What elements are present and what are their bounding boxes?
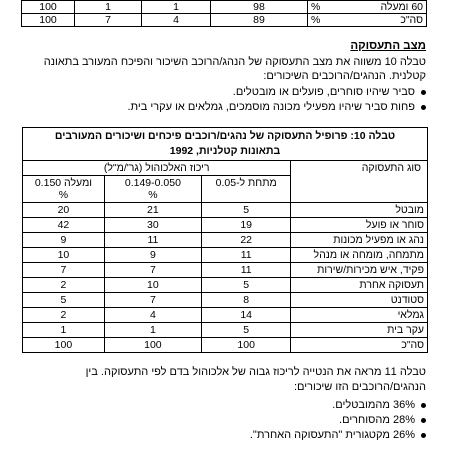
mid-bac-cell: 7 (104, 263, 201, 278)
low-bac-cell: 5 (201, 278, 291, 293)
cell-value: 7 (75, 14, 142, 27)
row-label (308, 1, 427, 14)
bullet-text: 36% מהמובטלים. (332, 399, 415, 411)
cell-value: 1 (142, 1, 211, 14)
low-bac-cell: 19 (201, 218, 291, 233)
occupation-cell: מתמחה, מומחה או מנהל (291, 248, 428, 263)
table-caption-line: טבלה 10: פרופיל התעסוקה של נהגים/רוכבים פיכחים ושיכורים המעורבים (54, 130, 396, 142)
mid-bac-cell: 30 (104, 218, 201, 233)
intro-paragraph: טבלה 10 משווה את מצב התעסוקה של הנהג/הרוכב השיכור והפיכח המעורב בתאונה קטלנית. הנהגים/הרוכבים השיכורים: (43, 56, 426, 82)
occupation-cell: גמלאי (291, 308, 428, 323)
mid-bac-cell: 1 (104, 323, 201, 338)
percent-sign: % (311, 14, 321, 26)
low-bac-cell: 5 (201, 323, 291, 338)
cell-value: 4 (142, 14, 211, 27)
table-row (23, 323, 428, 338)
high-bac-cell: 7 (23, 263, 105, 278)
row-label-text: סה"כ (400, 14, 423, 26)
mid-bac-cell: 100 (104, 338, 201, 353)
bullet-text: 28% מהסוחרים. (339, 414, 415, 426)
high-bac-cell: 1 (23, 323, 105, 338)
header-label: מתחת ל-0.05 (215, 177, 277, 189)
table-row (23, 263, 428, 278)
mid-bac-cell: 10 (104, 278, 201, 293)
mid-bac-cell: 21 (104, 203, 201, 218)
table-row (23, 248, 428, 263)
bullet-icon (421, 90, 426, 95)
table-row (22, 14, 427, 27)
table-caption-line: בתאונות קטלניות, 1992 (169, 145, 281, 157)
table11-bullets (22, 398, 426, 443)
high-bac-cell: 5 (23, 293, 105, 308)
low-bac-cell: 100 (201, 338, 291, 353)
employment-profile-table (22, 127, 428, 353)
cell-value: 98 (211, 1, 308, 14)
bullet-icon (421, 403, 426, 408)
header-label: 0.150 ומעלה (34, 177, 93, 189)
occupation-cell: סטודנט (291, 293, 428, 308)
header-unit: % (148, 189, 158, 201)
bullet-icon (421, 418, 426, 423)
table-row (22, 1, 427, 14)
occupation-cell: מובטל (291, 203, 428, 218)
high-bac-cell: 9 (23, 233, 105, 248)
mid-bac-header (104, 176, 201, 203)
bullet-icon (421, 433, 426, 438)
low-bac-cell: 11 (201, 263, 291, 278)
mid-bac-cell: 7 (104, 293, 201, 308)
previous-table-fragment (21, 0, 427, 27)
low-bac-cell: 5 (201, 203, 291, 218)
bullet-item (22, 100, 426, 115)
occupation-cell: תעסוקה אחרת (291, 278, 428, 293)
table11-paragraph: טבלה 11 מראה את הנטייה לריכוז גבוה של אלכוהול בדם לפי התעסוקה. בין הנהגים/הרוכבים הזו שיכורים: (85, 366, 426, 393)
occupation-cell: פקיד, איש מכירות/שירות (291, 263, 428, 278)
table-row (23, 203, 428, 218)
header-unit: % (58, 189, 69, 201)
low-bac-cell: 22 (201, 233, 291, 248)
bullet-icon (421, 105, 426, 110)
table-row (23, 338, 428, 353)
mid-bac-cell: 4 (104, 308, 201, 323)
bullet-text: 26% מקטגורית "התעסוקה האחרת". (249, 429, 415, 441)
high-bac-cell: 20 (23, 203, 105, 218)
table-row (23, 233, 428, 248)
high-bac-cell: 42 (23, 218, 105, 233)
table-row (23, 278, 428, 293)
mid-bac-cell: 9 (104, 248, 201, 263)
low-bac-cell: 8 (201, 293, 291, 308)
table-caption (23, 128, 428, 161)
table-row (23, 218, 428, 233)
low-bac-cell: 11 (201, 248, 291, 263)
low-bac-cell: 14 (201, 308, 291, 323)
bullet-text: סביר שיהיו סוחרים, פועלים או מובטלים. (232, 86, 415, 98)
row-label (308, 14, 427, 27)
occupation-cell: סה"כ (291, 338, 428, 353)
high-bac-cell: 2 (23, 278, 105, 293)
table-row (23, 308, 428, 323)
bullet-item (22, 428, 426, 443)
cell-value: 1 (75, 1, 142, 14)
occupation-cell: עקר בית (291, 323, 428, 338)
low-bac-header (201, 176, 291, 203)
bullet-item (22, 398, 426, 413)
percent-sign: % (311, 1, 321, 13)
high-bac-cell: 10 (23, 248, 105, 263)
occupation-cell: סוחר או פועל (291, 218, 428, 233)
header-label: 0.149-0.050 (124, 177, 181, 189)
cell-value: 89 (211, 14, 308, 27)
table-row (23, 293, 428, 308)
mid-bac-cell: 11 (104, 233, 201, 248)
bullet-item (22, 413, 426, 428)
occupation-cell: נהג או מפעיל מכונות (291, 233, 428, 248)
high-bac-cell: 100 (23, 338, 105, 353)
alcohol-group-header: ריכוז האלכוהול (גר'/מ"ל) (23, 161, 291, 176)
bullet-item (22, 85, 426, 100)
section-heading: מצב התעסוקה (350, 40, 426, 52)
row-label-text: 60 ומעלה (380, 1, 423, 13)
bullet-text: פחות סביר שיהיו מפעילי מכונה מוסמכים, גמלאים או עקרי בית. (127, 101, 415, 113)
cell-value: 100 (22, 14, 75, 27)
cell-value: 100 (22, 1, 75, 14)
occupation-header: סוג התעסוקה (291, 161, 428, 203)
high-bac-cell: 2 (23, 308, 105, 323)
high-bac-header (23, 176, 105, 203)
drunk-driver-bullets (22, 85, 426, 115)
